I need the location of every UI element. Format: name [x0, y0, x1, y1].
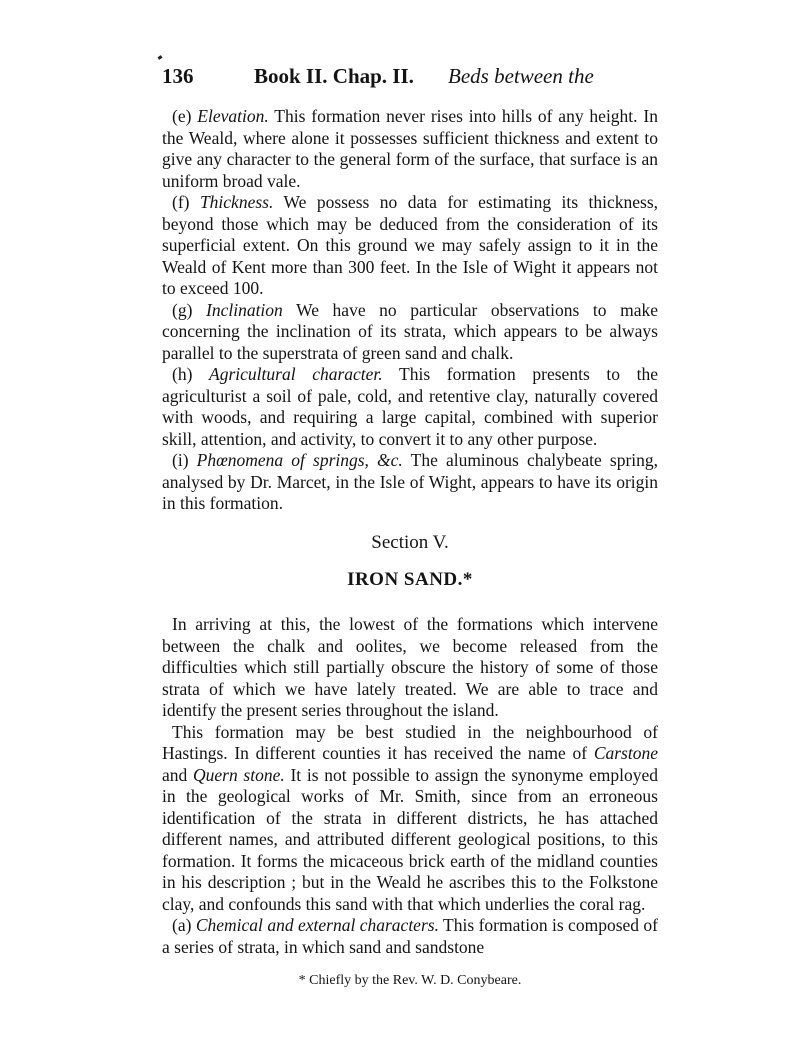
paragraph-agricultural	[162, 364, 658, 450]
page-number: 136	[162, 64, 194, 88]
paragraph-text: This formation presents to the agriculturist a soil of pale, cold, and retentive clay, naturally covered with woods, and requiring a large capital, combined with superior skill, attention, and activity, to convert it to any other purpose.	[162, 364, 659, 449]
paragraph-text: We possess no data for estimating its thickness, beyond those which may be deduced from the consideration of its superficial extent. On this ground we may safely assign to it in the Weald of Kent more than 300 feet. In the Isle of Wight it appears not to exceed 100.	[162, 192, 659, 298]
paragraph-text: This formation is composed of a series of strata, in which sand and sandstone	[162, 915, 658, 957]
term-carstone: Carstone	[593, 743, 658, 763]
paragraph-intro: In arriving at this, the lowest of the formations which intervene between the chalk and oolites, we become released from the difficulties which still partially obscure the history of some of those strata of which we have lately treated. We are able to trace and identify the present series throughout the island.	[162, 614, 658, 720]
paragraph-text: We have no particular observations to make concerning the inclination of its strata, which appears to be always parallel to the superstrata of green sand and chalk.	[162, 299, 659, 363]
printer-mark	[158, 55, 163, 60]
paragraph-text: It is not possible to assign the synonyme employed in the geological works of Mr. Smith, since from an erroneous identification of the strata in different districts, he has attached different names, and attributed different geological positions, to this formation. It forms the micaceous brick earth of the midland counties in his description ; but in the Weald he ascribes this to the Folkstone clay, and confounds this sand with that which underlies the coral rag.	[162, 764, 658, 914]
paragraph-heading: Elevation.	[197, 106, 269, 126]
running-header	[160, 64, 660, 94]
characters-list	[162, 106, 658, 515]
paragraph-text: This formation may be best studied in the neighbourhood of Hastings. In different counties it has received the name of	[162, 721, 658, 763]
section-number: Section V.	[371, 532, 449, 553]
paragraph-marker: (a)	[172, 915, 192, 935]
section-title: IRON SAND.*	[347, 569, 473, 590]
paragraph-chemical	[162, 915, 658, 958]
paragraph-marker: (g)	[172, 299, 193, 320]
paragraph-heading: Chemical and external characters.	[195, 915, 439, 935]
iron-sand-text	[162, 614, 658, 958]
footnote: * Chiefly by the Rev. W. D. Conybeare.	[298, 973, 522, 988]
paragraph-elevation	[162, 106, 658, 192]
paragraph-text: The aluminous chalybeate spring, analysed by Dr. Marcet, in the Isle of Wight, appears to have its origin in this formation.	[162, 450, 659, 513]
paragraph-heading: Inclination	[206, 299, 283, 320]
paragraph-heading: Thickness.	[199, 192, 274, 212]
paragraph-study	[162, 722, 658, 916]
paragraph-marker: (f)	[172, 192, 190, 212]
paragraph-heading: Phœnomena of springs, &c.	[196, 450, 403, 470]
paragraph-thickness	[162, 192, 658, 300]
term-quern-stone: Quern stone.	[193, 764, 285, 785]
paragraph-inclination	[162, 300, 658, 365]
paragraph-marker: (i)	[172, 450, 189, 470]
running-title: Book II. Chap. II.	[254, 64, 414, 88]
paragraph-marker: (h)	[172, 364, 193, 384]
paragraph-heading: Agricultural character.	[209, 364, 383, 384]
paragraph-text: and	[162, 764, 193, 785]
paragraph-marker: (e)	[172, 106, 192, 126]
running-title-italic: Beds between the	[448, 64, 594, 88]
paragraph-text: This formation never rises into hills of any height. In the Weald, where alone it possesses sufficient thickness and extent to give any character to the general form of the surface, that surface is an uniform broad vale.	[162, 106, 658, 191]
paragraph-springs	[162, 450, 658, 515]
